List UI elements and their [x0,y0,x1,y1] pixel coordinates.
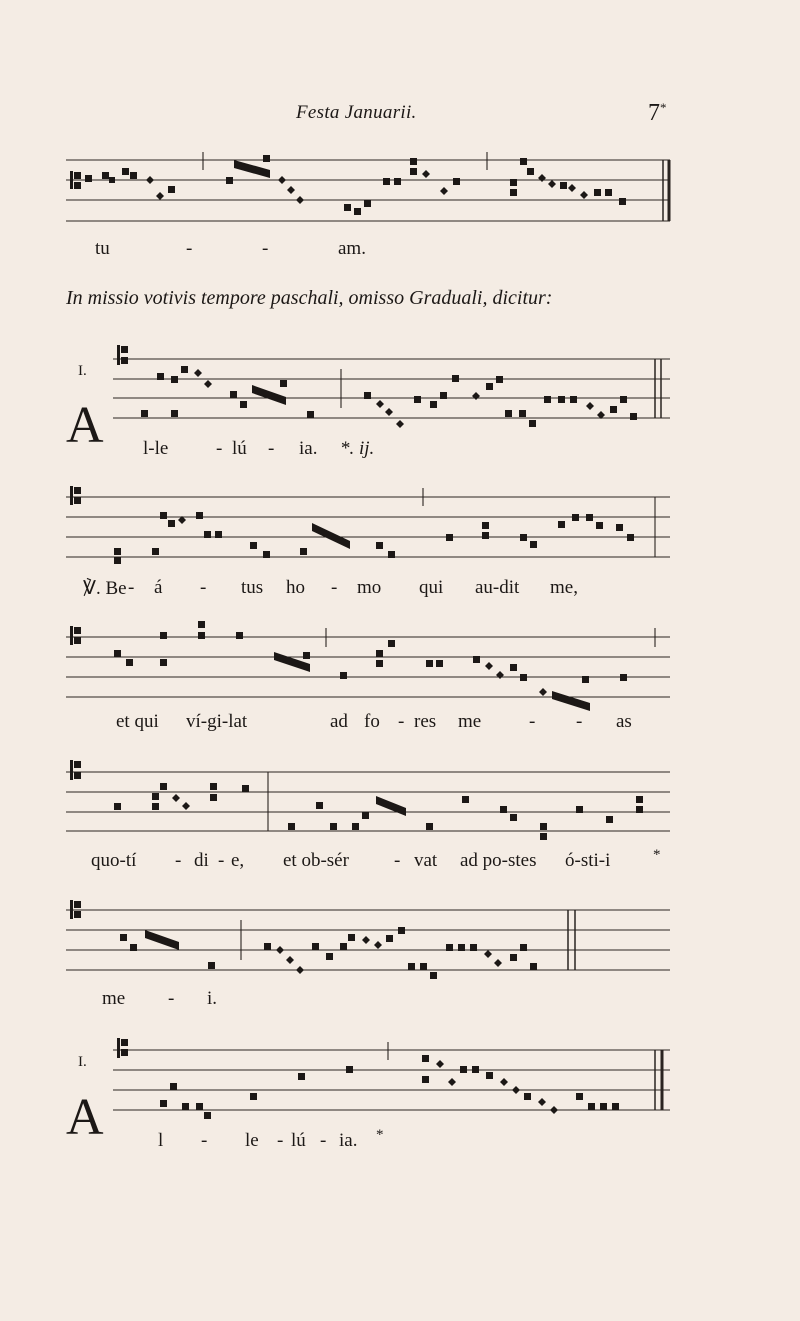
lyric-line-7 [0,1127,800,1156]
staff-2 [113,359,670,418]
syllable: au-dit [475,577,520,598]
syllable: fo [364,711,380,732]
syllable: di [194,850,209,871]
c-clef-3 [70,486,81,505]
syllable: me [458,711,482,732]
initial-letter: A [66,397,104,454]
syllable: quo-tí [91,850,137,871]
syllable: ó-sti-i [565,850,611,871]
syllable: - [201,1130,208,1151]
asterisk: * [653,847,661,863]
syllable: am. [338,238,366,259]
syllable: ia. [339,1130,358,1151]
syllable: ad [330,711,348,732]
c-clef-4 [70,626,81,645]
syllable: le [245,1130,259,1151]
syllable: et ob-sér [283,850,349,871]
c-clef-5 [70,760,81,780]
syllable: - [128,577,135,598]
syllable: - [529,711,536,732]
rubric: In missio votivis tempore paschali, omisso Graduali, dicitur: [66,287,553,309]
c-clef-2 [117,345,128,365]
syllable: ho [286,577,305,598]
syllable: me [102,988,126,1009]
syllable: ℣. Be [83,578,127,599]
c-clef-7 [117,1038,128,1058]
staff-3 [66,488,670,557]
syllable: l [158,1130,164,1151]
syllable: mo [357,577,382,598]
mode-number: I. [78,363,87,379]
page-number-digit: 7 [648,100,660,126]
syllable: lú [291,1130,306,1151]
syllable: vat [414,850,438,871]
syllable: e, [231,850,245,871]
syllable: - [331,577,338,598]
mode-number: I. [78,1054,87,1070]
syllable: lú [232,438,247,459]
page-number-mark: * [660,100,667,115]
syllable: tus [241,577,264,598]
syllable: res [414,711,437,732]
syllable: me, [550,577,578,598]
syllable: - [576,711,583,732]
syllable: - [200,577,207,598]
syllable: - [268,438,275,459]
syllable: qui [419,577,444,598]
syllable: tu [95,238,110,259]
syllable: - [168,988,175,1009]
running-title: Festa Januarii. [296,102,417,123]
lyric-line-2 [0,438,800,464]
asterisk: * [376,1127,384,1143]
lyric-line-6 [0,988,800,1014]
staff-4 [66,628,670,697]
syllable: ví-gi-lat [186,711,248,732]
lyric-line-4 [0,711,800,737]
syllable: - [218,850,225,871]
syllable: ad po-stes [460,850,537,871]
lyric-line-5 [0,847,800,876]
syllable: l-le [143,438,169,459]
initial-letter: A [66,1089,104,1146]
syllable: i. [207,988,218,1009]
lyric-line-3 [0,577,800,603]
syllable: - [394,850,401,871]
syllable: - [320,1130,327,1151]
repeat-mark: *. ij. [340,438,375,459]
syllable: - [277,1130,284,1151]
syllable: - [186,238,193,259]
syllable: - [398,711,405,732]
syllable: as [616,711,632,732]
syllable: ia. [299,438,318,459]
syllable: - [175,850,182,871]
syllable: - [216,438,223,459]
lyric-line-1 [0,238,800,264]
staff-7 [113,1042,670,1110]
staff-1 [66,152,670,221]
staff-5 [66,772,670,831]
syllable: - [262,238,269,259]
syllable: á [154,577,163,598]
syllable: et qui [116,711,159,732]
